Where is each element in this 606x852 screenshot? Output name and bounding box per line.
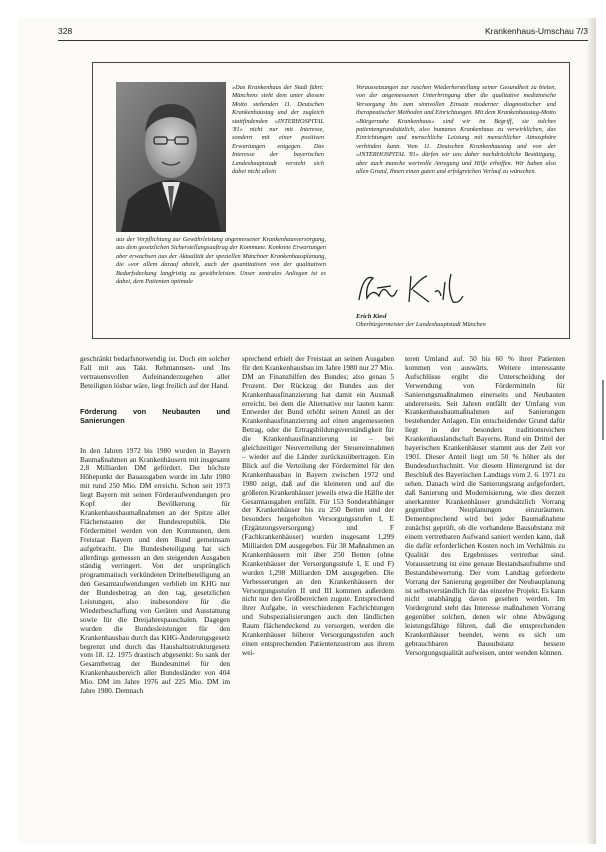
box-right-column: Voraussetzungen zur raschen Wiederherstellung seiner Gesundheit zu bieten, von der angemessenen Unterbringung über die qualitative medizinische Versorgung bis zum sinnvollen Einsatz moderner diagnostischer und therapeutischer Methoden und Einrichtungen. Mit dem Krankenhaustag-Motto »Bürgernahe Krankenhaus« sind wir im Begriff, sie solches patientengrundsätzlich, also humanes Krankenhaus zu verwirklichen, das Einrichtungen und menschliche Leistung mit menschlicher Atmosphäre verbinden kann. Vom 11. Deutschen Krankenhaustag und von der »INTERHOSPITAL '81« dürfen wir uns daher nachdrückliche Bestätigung, aber auch manche wertvolle Anregung und Hilfe erhoffen. Wir haben also allen Grund, Ihnen einen guten und erfolgreichen Verlauf zu wünschen. — [356, 84, 556, 176]
column-2 — [242, 355, 394, 658]
signature-title: Oberbürgermeister der Landeshauptstadt München — [356, 321, 486, 328]
box-quote-top: »Das Krankenhaus der Stadt führt: Münchens sieht dem unter diesem Motto stehenden 11. Deutschen Krankenhaustag und der zugleich stattfindenden »INTERHOSPITAL '81« nicht nur mit Interesse, sondern mit einer positiven Erwartungen entgegen. Das Interesse der bayerischen Landeshauptstadt versteht sich dabei nicht allein — [232, 84, 324, 176]
column-1 — [80, 355, 230, 696]
portrait-photo — [116, 82, 226, 232]
col1-intro: geschränkt bedarfsnotwendig ist. Doch ein solcher Fall mit aus Takt. Rehmannsen- und Ins vertrauensvollen Aufeinanderzugehen aller Beteiligten lösbar wäre, liegt freilich auf der Hand. — [80, 354, 230, 390]
edge-shadow — [602, 380, 604, 440]
col1-body: In den Jahren 1972 bis 1980 wurden in Bayern Baumaßnahmen an Krankenhäusern mit insgesamt 2,8 Milliarden DM gefördert. Der höchste Höhepunkt der Bauausgaben wurde im Jahr 1980 mit rund 250 Mio. DM erreicht. Schon seit 1973 liegt Bayern mit seinen Förderaufwendungen pro Kopf der Bevölkerung für Krankenhausbaumaßnahmen an der Spitze aller Flächenstaaten der Bundesrepublik. Die Fördermittel werden von den Kommunen, dem Freistaat Bayern und dem Bund gemeinsam aufgebracht. Die Bundesbeteiligung hat sich allerdings gemessen an den steigenden Ausgaben ständig verringert. Von der ursprünglich programmatisch verkündeten Drittelbeteiligung an den Gesamtaufwendungen verblieb im KHG nur der Bundesbetrag an den tag, gesetzlichen Leistungen, also insbesondere für die Wiederbeschaffung von Geräten und Ausstattung sowie für die Dreijahrespauschalen. Dagegen wurden die Bundesleistungen für den Krankenhausbau durch das KHG-Änderungsgesetz begrenzt und durch das Haushaltsstrukturgesetz vom 18. 12. 1975 drastisch abgesenkt: So sank der Gesamtbetrag der Bundesmittel für den Krankenhausbereich aller Bundesländer von 404 Mio. DM im Jahre 1976 auf 225 Mio. DM im Jahre 1980. Demnach — [80, 445, 230, 696]
handwritten-signature — [355, 270, 485, 308]
column-3 — [405, 355, 565, 658]
signature-name: Erich Kiesl — [356, 313, 387, 320]
col3-text: teren Umland auf. 50 bis 60 % ihrer Patienten kommen von auswärts. Weitere interessante Aufschlüsse ergibt die Unterscheidung der Verwendung von Fördermitteln für Sanierungsmaßnahmen einerseits und Neubauten andererseits. Seit Jahren entfällt der Umfang von Krankenhausbaumaßnahmen auf Sanierungen bestehender Anlagen. Ein entscheidender Grund dafür liegt in der besonders traditionsreichen Krankenhauslandschaft Bayerns. Rund ein Drittel der bayerischen Krankenhäuser stammt aus der Zeit vor 1901. Dieser Anteil liegt um 50 % höher als der Bundesdurchschnitt. Vor diesem Hintergrund ist der Beschluß des Bayerischen Landtags vom 2. 6. 1971 zu sehen. Danach wird die Sanierungsrang aufgefordert, daß Sanierung und Modernisierung, wie dies derzeit anerkannter Krankenhäuser grundsätzlich Vorrang gegenüber Neuplanungen einzuräumen. Dementsprechend wird bei jeder Baumaßnahme zunächst geprüft, ob die vorhandene Bausubstanz mit einem vertretbaren Aufwand saniert werden kann, daß die dafür erforderlichen Kosten noch im Verhältnis zu Qualität des Ergebnisses vertretbar sind. Voraussetzung ist eine genaue Bestandsaufnahme und Bestandsbewertung. Der vom Landtag geforderte Vorrang der Sanierung gegenüber der Neubauplanung ist selbstverständlich für das einzelne Projekt. Es kann nicht unabhängig davon gesehen werden. Im Vordergrund steht das Interesse maßnahmen Vorrang gegenüber solchen, denen wir ohne Abwägung leistungsfähige führen, daß die entsprechenden Krankenhäuser beendet, wenn es sich um gebrauchbaren Bausubstanz bessere Versorgungsqualität aufweisen, unter wenden können. — [405, 354, 565, 657]
section-heading: Förderung von Neubauten und Sanierungen — [80, 406, 230, 425]
portrait-image — [116, 82, 226, 232]
header-rule — [58, 40, 588, 41]
running-header — [58, 26, 588, 40]
col2-text: sprechend erhielt der Freistaat an seinen Ausgaben für den Krankenhausbau im Jahre 1980 nur 27 Mio. DM an Finanzhilfen des Bundes; also genau 5 Prozent. Der Rückzug der Bundes aus der Krankenhausfinanzierung hat damit ein Ausmaß erreicht, bei dem die Alternative nur lauten kann: Entweder der Bund erhöht seinen Anteil an der Krankenhausfinanzierung auf einen angemessenen Betrag, oder die Ertragsbildungsverständigkeit für die Krankenhausfinanzierung ist – bei gleichzeitiger Neuverteilung der Steuereinnahmen – wieder auf die Länder zurückzuübertragen. Ein Blick auf die Verteilung der Fördermittel für den Krankenhausbau in Bayern zwischen 1972 und 1980 zeigt, daß auf die kleineren und auf die größeren Krankenhäuser jeweils etwa die Hälfte der Gesamtausgaben entfällt. Für 153 Sonderabhänger der Krankenhäuser bis zu 250 Betten und der besonders hergeholten Versorgungsstufen I, E (Ergänzungsversorgung) und F (Fachkrankenhäuser) wurden insgesamt 1,299 Milliarden DM ausgegeben. Für 38 Maßnahmen an Krankenhäusern mit über 250 Betten (ohne Krankenhäuser der Versorgungsstufe I, E und F) wurden 1,298 Milliarden DM ausgegeben. Die Verbesserungen an den Krankenhäusern der Versorgungsstufen II und III kommen außerdem nicht nur den Großbereichen zugute. Entsprechend ihrer Aufgabe, in verschiedenen Fachrichtungen und Subspezialisierungen auch den ländlichen Raum flächendeckend zu versorgen, werden die Krankenhäuser höherer Versorgungsstufen auch einen entsprechenden Patientenzustrom aus ihrem wei- — [242, 354, 394, 657]
binding-edge — [586, 18, 596, 844]
page-number: 328 — [58, 26, 73, 36]
box-quote-bottom: aus der Verpflichtung zur Gewährleistung angemessener Krankenhausversorgung, aus dem gesetzlichen Sicherstellungsauftrag der Kommune. Konkrete Erwartungen aber erwachsen aus der Aktualität der speziellen Münchner Krankenhausplanung, die »vor allem darauf abzielt, auch der quantitativen von der qualitativen Bedarfsdeckung langfristig zu gewährleisten. Unser zentrales Anliegen ist es dabei, dem Patienten optimale — [116, 236, 326, 286]
journal-title: Krankenhaus-Umschau 7/3 — [484, 26, 588, 36]
